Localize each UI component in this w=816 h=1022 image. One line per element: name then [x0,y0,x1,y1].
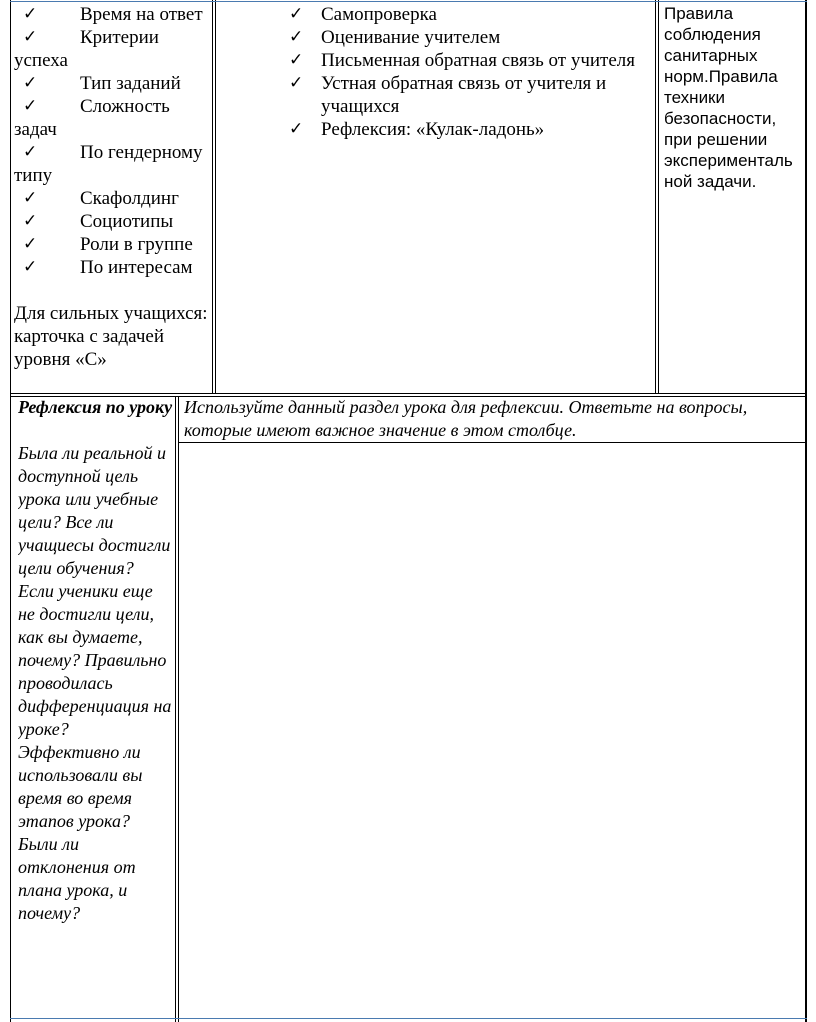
check-icon: ✓ [23,211,38,231]
reflection-questions-cell [18,396,174,925]
list-item: ✓ Сложность задач [14,96,170,140]
strong-students-note: Для сильных учащихся: карточка с задачей уровня «С» [14,303,208,370]
reflection-instruction: Используйте данный раздел урока для рефлексии. Ответьте на вопросы, которые имеют важное значение в этом столбце. [184,397,748,440]
bottom-border [10,1018,807,1019]
list-item: ✓ Устная обратная связь от учителя и учащихся [289,73,607,117]
reflection-questions: Была ли реальной и доступной цель урока или учебные цели? Все ли учащиесы достигли цели обучения? Если ученики еще не достигли цели, как вы думаете, почему? Правильно проводилась дифференциация на уроке? Эффективно ли использовали вы время во время этапов урока? Были ли отклонения от плана урока, и почему? [18,443,172,923]
check-icon: ✓ [289,27,304,47]
list-item: ✓ Рефлексия: «Кулак-ладонь» [289,119,545,140]
check-icon: ✓ [23,27,38,47]
check-icon: ✓ [23,4,38,24]
col1-divider-inner [215,0,216,394]
col1-divider [212,0,213,394]
safety-rules-cell: Правила соблюдения санитарных норм.Правила техники безопасности, при решении эксперименталь ной задачи. [664,4,793,191]
check-icon: ✓ [289,73,304,93]
list-item: ✓ По гендерному типу [14,142,203,186]
check-icon: ✓ [289,4,304,24]
reflection-response-area[interactable] [179,443,805,1018]
list-item: ✓ По интересам [23,257,193,278]
row-divider [10,393,807,394]
list-item: ✓ Письменная обратная связь от учителя [289,50,636,71]
check-icon: ✓ [23,188,38,208]
differentiation-cell [14,3,212,371]
list-item: ✓ Критерии успеха [14,27,159,71]
table-right-border [805,0,807,1022]
list-item: ✓ Социотипы [23,211,174,232]
col2-divider [655,0,656,394]
list-item: ✓ Оценивание учителем [289,27,501,48]
check-icon: ✓ [23,142,38,162]
check-icon: ✓ [23,257,38,277]
bottom-col-divider [175,396,176,1022]
list-item: ✓ Роли в группе [23,234,193,255]
list-item: ✓ Скафолдинг [23,188,179,209]
list-item: ✓ Самопроверка [289,4,437,25]
assessment-cell [232,3,652,141]
check-icon: ✓ [23,73,38,93]
list-item: ✓ Время на ответ [23,4,203,25]
check-icon: ✓ [23,96,38,116]
reflection-heading: Рефлексия по уроку [18,397,173,417]
table-left-border [10,0,11,1022]
check-icon: ✓ [289,50,304,70]
top-border [10,1,807,2]
list-item: ✓ Тип заданий [23,73,181,94]
col2-divider-inner [658,0,659,394]
check-icon: ✓ [23,234,38,254]
check-icon: ✓ [289,119,304,139]
